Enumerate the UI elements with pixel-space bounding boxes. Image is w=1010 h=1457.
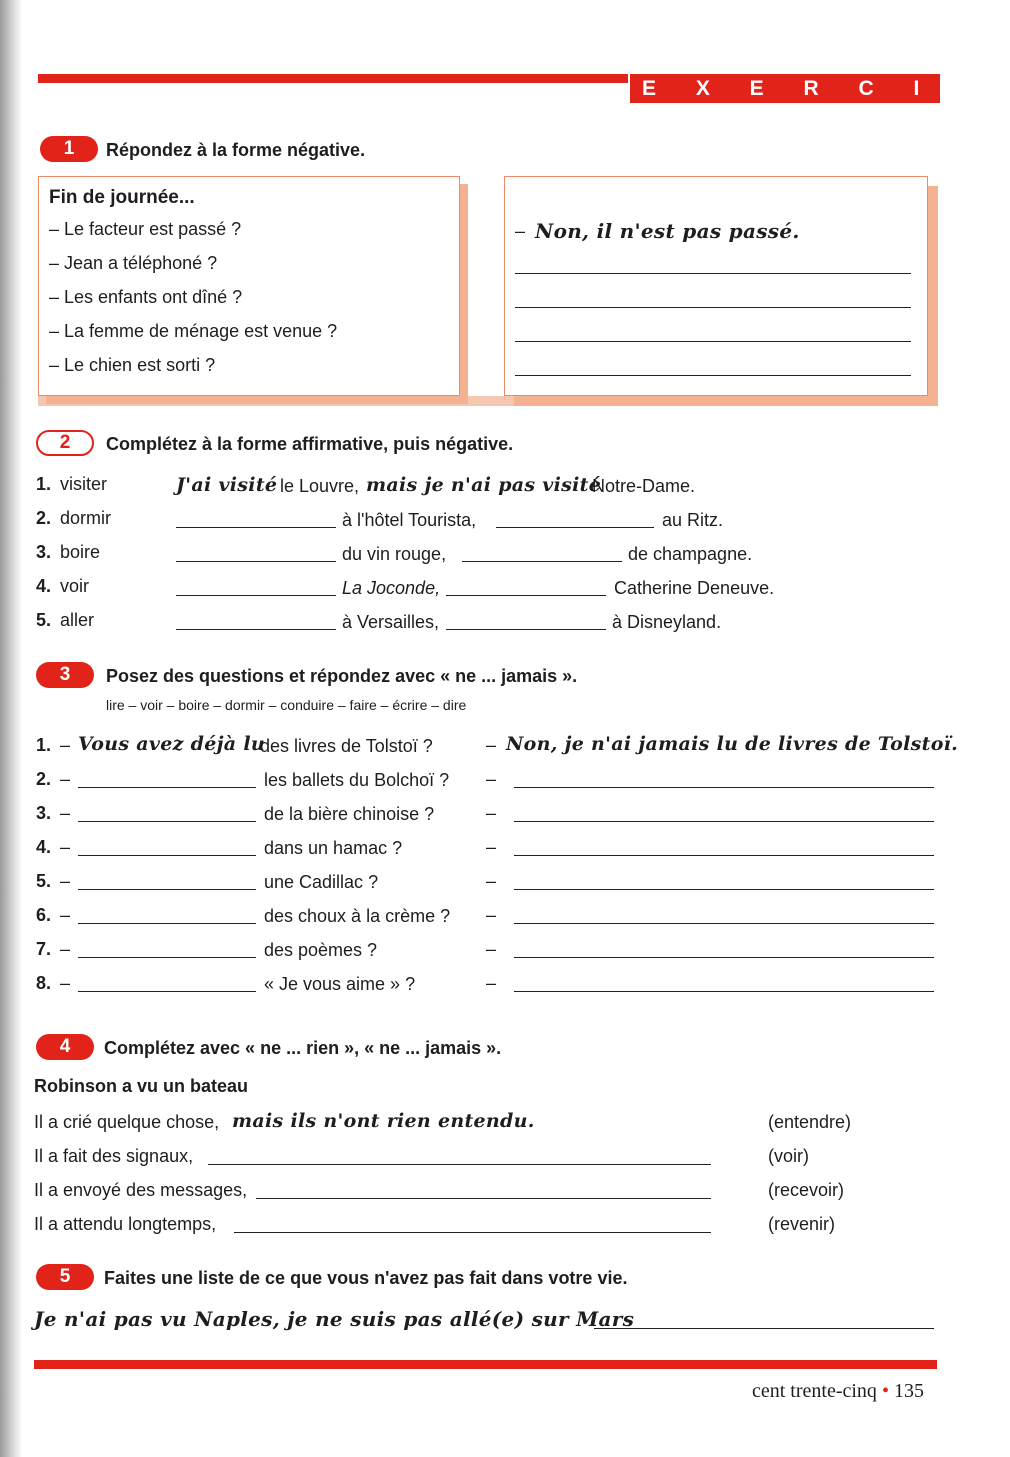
exercise-2-phrase-1: à l'hôtel Tourista, [342, 510, 477, 530]
exercise-3-answer-dash: – [486, 769, 497, 789]
exercise-2-example-negative: mais je n'ai pas visité [366, 474, 602, 496]
exercise-4-answer-blank[interactable] [256, 1198, 711, 1199]
exercise-1-example-answer: Non, il n'est pas passé. [535, 219, 800, 243]
exercise-3-answer-blank[interactable] [514, 787, 934, 788]
exercise-2-phrase-2: Catherine Deneuve. [614, 578, 775, 598]
exercise-4-sentence-start: Il a envoyé des messages, [34, 1180, 248, 1200]
exercise-2-badge: 2 [36, 430, 94, 456]
exercise-3-answer-dash: – [486, 803, 497, 823]
exercise-3-question-blank[interactable] [78, 821, 256, 822]
exercise-4-instruction: Complétez avec « ne ... rien », « ne ... jamais ». [104, 1038, 502, 1058]
exercise-3-question-end: des poèmes ? [264, 940, 378, 960]
exercise-3-badge: 3 [36, 662, 94, 688]
exercise-2-verb: boire [60, 542, 101, 562]
exercise-2-example-affirmative: J'ai visité [176, 474, 278, 496]
exercise-1-instruction: Répondez à la forme négative. [106, 140, 366, 160]
exercise-1-answers-box [504, 176, 928, 396]
exercise-4-verb-hint: (revenir) [768, 1214, 836, 1234]
exercise-2-phrase-2: Notre-Dame. [592, 476, 696, 496]
exercise-2-row-number: 3. [36, 542, 52, 562]
exercise-3-row-number: 4. [36, 837, 52, 857]
exercise-3-question-dash: – [60, 973, 71, 993]
exercise-2-affirmative-blank[interactable] [176, 595, 336, 596]
exercise-4-verb-hint: (voir) [768, 1146, 809, 1166]
page-binding-shadow [0, 0, 22, 1457]
page-number-words: cent trente-cinq [752, 1380, 877, 1402]
exercise-4-sentence-start: Il a crié quelque chose, [34, 1112, 220, 1132]
exercise-4-verb-hint: (recevoir) [768, 1180, 845, 1200]
exercise-3-question-blank[interactable] [78, 787, 256, 788]
exercise-2-row-number: 4. [36, 576, 52, 596]
exercise-1-question: – Les enfants ont dîné ? [49, 287, 243, 307]
exercise-3-answer-dash: – [486, 973, 497, 993]
exercise-2-verb: visiter [60, 474, 108, 494]
exercise-1-question: – Le chien est sorti ? [49, 355, 216, 375]
exercise-2-negative-blank[interactable] [496, 527, 654, 528]
exercise-3-question-end: « Je vous aime » ? [264, 974, 416, 994]
exercise-3-question-blank[interactable] [78, 923, 256, 924]
exercise-4-title: Robinson a vu un bateau [34, 1076, 249, 1096]
exercise-3-question-dash: – [60, 939, 71, 959]
exercise-2-instruction: Complétez à la forme affirmative, puis négative. [106, 434, 514, 454]
exercise-3-question-dash: – [60, 735, 71, 755]
exercise-3-question-end: des livres de Tolstoï ? [260, 736, 433, 756]
exercise-2-negative-blank[interactable] [446, 595, 606, 596]
exercise-4-verb-hint: (entendre) [768, 1112, 852, 1132]
exercise-3-question-blank[interactable] [78, 957, 256, 958]
exercices-banner: E X E R C I C E S [630, 74, 940, 103]
exercise-5-instruction: Faites une liste de ce que vous n'avez pas fait dans votre vie. [104, 1268, 628, 1288]
exercise-2-verb: aller [60, 610, 95, 630]
exercise-4-answer-blank[interactable] [234, 1232, 711, 1233]
exercise-2-row-number: 1. [36, 474, 52, 494]
exercise-3-question-dash: – [60, 905, 71, 925]
exercise-2-verb: voir [60, 576, 90, 596]
exercise-3-example-question: Vous avez déjà lu [78, 733, 265, 755]
exercise-2-verb: dormir [60, 508, 112, 528]
exercise-3-question-dash: – [60, 769, 71, 789]
exercise-5-answer-blank[interactable] [594, 1328, 934, 1329]
exercise-1-box-title: Fin de journée... [49, 187, 195, 208]
exercise-3-example-answer: Non, je n'ai jamais lu de livres de Tolstoï. [506, 733, 959, 755]
exercise-3-answer-dash: – [486, 735, 497, 755]
exercise-4-example-answer: mais ils n'ont rien entendu. [232, 1110, 535, 1132]
exercise-1-question: – La femme de ménage est venue ? [49, 321, 338, 341]
exercise-3-row-number: 6. [36, 905, 52, 925]
exercise-2-affirmative-blank[interactable] [176, 527, 336, 528]
exercise-3-row-number: 5. [36, 871, 52, 891]
exercise-2-affirmative-blank[interactable] [176, 561, 336, 562]
exercise-1-question: – Le facteur est passé ? [49, 219, 242, 239]
page-bullet: • [881, 1380, 889, 1402]
exercise-3-row-number: 7. [36, 939, 52, 959]
exercise-2-negative-blank[interactable] [446, 629, 606, 630]
exercise-1-question: – Jean a téléphoné ? [49, 253, 218, 273]
exercise-3-question-end: les ballets du Bolchoï ? [264, 770, 450, 790]
exercise-1-answer-line[interactable] [515, 375, 911, 376]
exercise-1-answer-dash: – [515, 221, 526, 241]
exercise-3-answer-blank[interactable] [514, 991, 934, 992]
exercise-3-answer-blank[interactable] [514, 957, 934, 958]
exercise-3-answer-dash: – [486, 837, 497, 857]
exercise-3-answer-blank[interactable] [514, 889, 934, 890]
exercise-2-negative-blank[interactable] [462, 561, 622, 562]
exercise-3-question-end: une Cadillac ? [264, 872, 379, 892]
exercise-2-phrase-2: de champagne. [628, 544, 753, 564]
exercise-3-question-end: dans un hamac ? [264, 838, 403, 858]
exercise-1-questions-box [38, 176, 460, 396]
exercise-2-phrase-2: à Disneyland. [612, 612, 722, 632]
page-number: 135 [893, 1380, 924, 1402]
exercise-2-phrase-1: La Joconde, [342, 578, 441, 598]
footer-rule [34, 1360, 937, 1369]
exercise-1-box-strip [38, 396, 938, 406]
exercise-3-question-blank[interactable] [78, 855, 256, 856]
exercise-3-instruction: Posez des questions et répondez avec « ne ... jamais ». [106, 666, 578, 686]
exercise-3-answer-blank[interactable] [514, 821, 934, 822]
exercise-1-answer-line[interactable] [515, 307, 911, 308]
exercise-2-phrase-1: du vin rouge, [342, 544, 447, 564]
exercise-5-example: Je n'ai pas vu Naples, je ne suis pas allé(e) sur Mars [34, 1307, 635, 1331]
page-footer [752, 1380, 924, 1403]
exercise-4-badge: 4 [36, 1034, 94, 1060]
exercise-3-verb-list: lire – voir – boire – dormir – conduire – faire – écrire – dire [106, 697, 467, 713]
exercise-3-answer-blank[interactable] [514, 923, 934, 924]
exercise-2-phrase-2: au Ritz. [662, 510, 724, 530]
exercise-3-answer-dash: – [486, 939, 497, 959]
exercise-1-answer-line[interactable] [515, 273, 911, 274]
exercise-3-answer-blank[interactable] [514, 855, 934, 856]
exercise-3-question-end: de la bière chinoise ? [264, 804, 435, 824]
exercise-3-row-number: 8. [36, 973, 52, 993]
exercise-2-phrase-1: à Versailles, [342, 612, 440, 632]
exercise-3-question-dash: – [60, 837, 71, 857]
exercise-3-question-blank[interactable] [78, 889, 256, 890]
exercise-3-question-blank[interactable] [78, 991, 256, 992]
exercise-2-phrase-1: le Louvre, [280, 476, 360, 496]
exercise-4-sentence-start: Il a fait des signaux, [34, 1146, 194, 1166]
exercise-3-question-dash: – [60, 803, 71, 823]
exercise-5-badge: 5 [36, 1264, 94, 1290]
exercise-2-affirmative-blank[interactable] [176, 629, 336, 630]
exercise-3-row-number: 2. [36, 769, 52, 789]
header-rule [38, 74, 628, 83]
exercise-2-row-number: 5. [36, 610, 52, 630]
exercise-3-question-end: des choux à la crème ? [264, 906, 451, 926]
exercise-3-question-dash: – [60, 871, 71, 891]
exercise-3-row-number: 1. [36, 735, 52, 755]
exercise-1-answer-line[interactable] [515, 341, 911, 342]
exercise-3-answer-dash: – [486, 905, 497, 925]
exercise-4-answer-blank[interactable] [208, 1164, 711, 1165]
exercise-3-answer-dash: – [486, 871, 497, 891]
exercise-2-row-number: 2. [36, 508, 52, 528]
exercise-3-row-number: 3. [36, 803, 52, 823]
exercise-4-sentence-start: Il a attendu longtemps, [34, 1214, 217, 1234]
exercise-1-badge: 1 [40, 136, 98, 162]
